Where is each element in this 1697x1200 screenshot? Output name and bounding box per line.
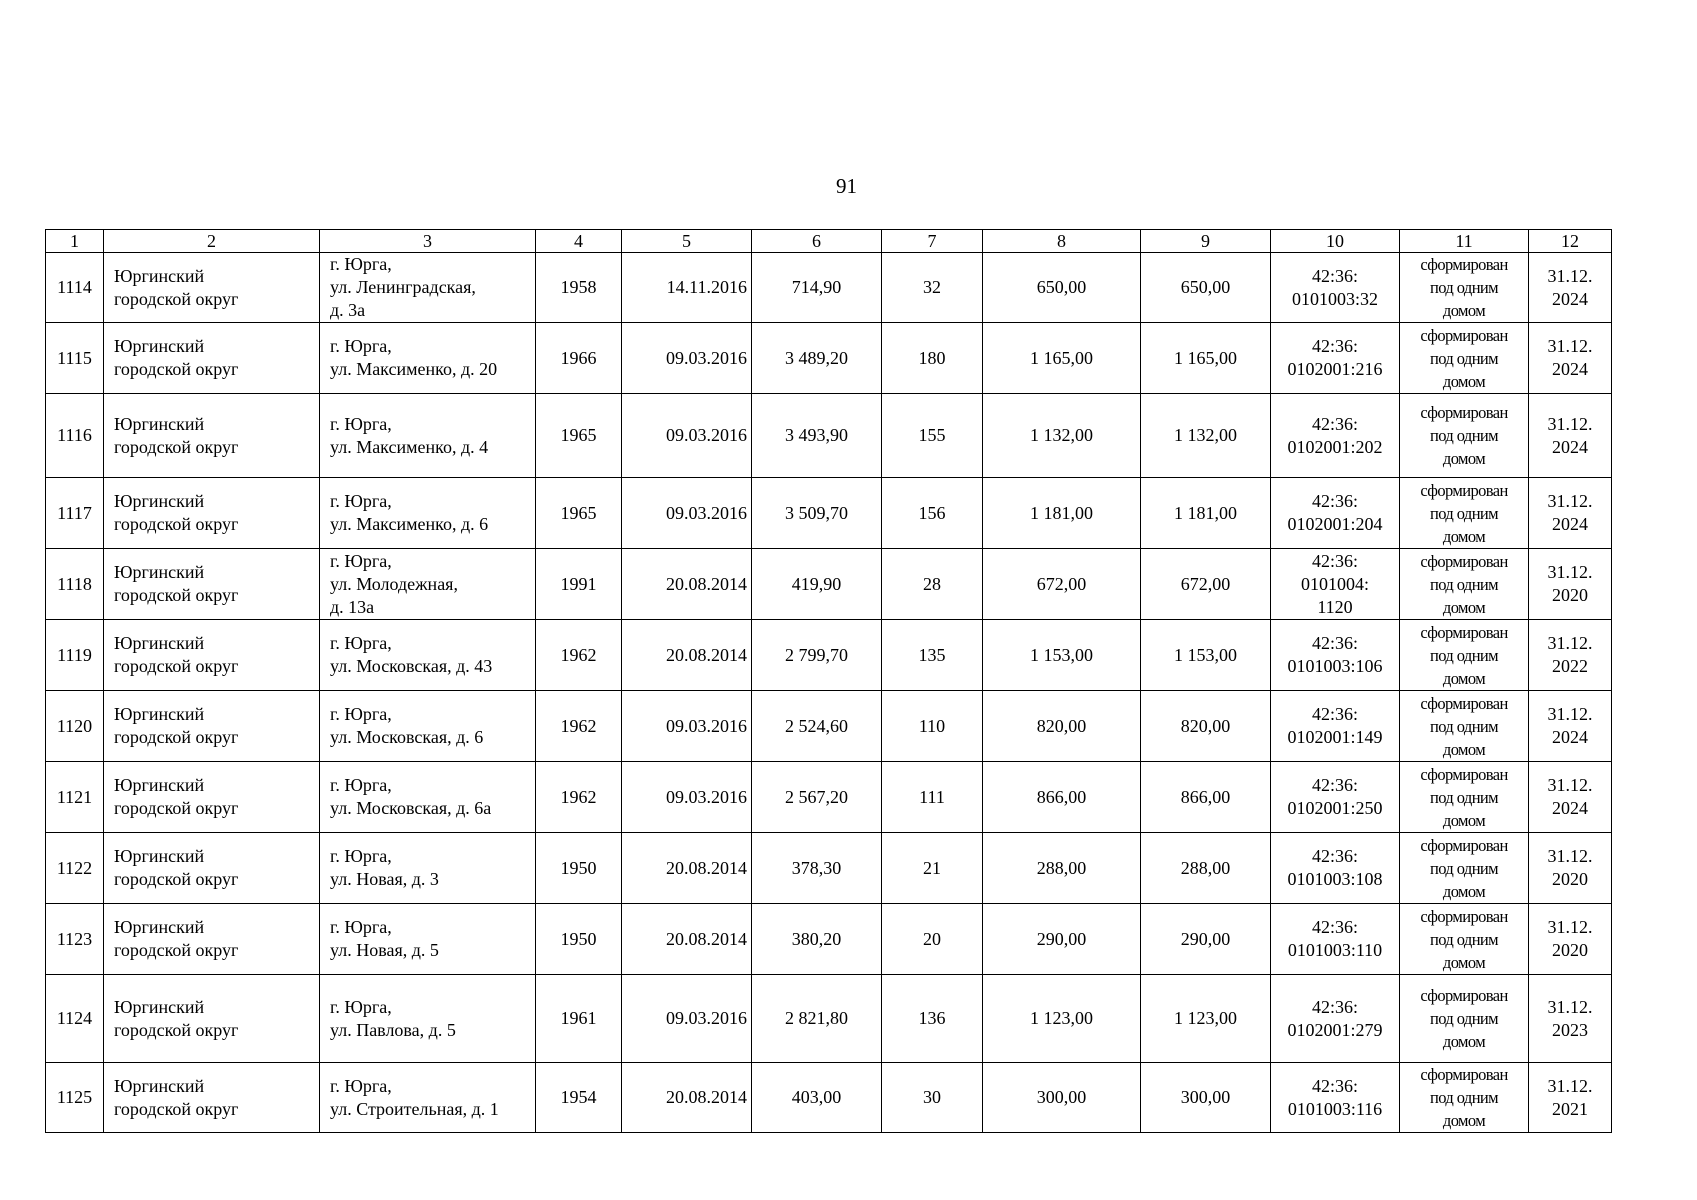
address-cell: г. Юрга, ул. Московская, д. 6 bbox=[320, 691, 536, 762]
deadline-cell: 31.12. 2020 bbox=[1529, 904, 1612, 975]
land-area-2-cell: 820,00 bbox=[1141, 691, 1271, 762]
land-area-cell: 1 132,00 bbox=[983, 394, 1141, 478]
area-cell: 3 493,90 bbox=[752, 394, 882, 478]
column-header-12: 12 bbox=[1529, 230, 1612, 253]
land-area-cell: 1 181,00 bbox=[983, 478, 1141, 549]
land-area-cell: 866,00 bbox=[983, 762, 1141, 833]
municipality-cell: Юргинский городской округ bbox=[104, 549, 320, 620]
row-number-cell: 1118 bbox=[46, 549, 104, 620]
table-row bbox=[46, 549, 1612, 620]
date-cell: 20.08.2014 bbox=[622, 904, 752, 975]
address-cell: г. Юрга, ул. Московская, д. 6а bbox=[320, 762, 536, 833]
municipality-cell: Юргинский городской округ bbox=[104, 253, 320, 323]
municipality-cell: Юргинский городской округ bbox=[104, 394, 320, 478]
table-row bbox=[46, 394, 1612, 478]
page-number: 91 bbox=[836, 174, 857, 198]
cadastral-number-cell: 42:36: 0102001:149 bbox=[1271, 691, 1400, 762]
address-cell: г. Юрга, ул. Ленинградская, д. 3а bbox=[320, 253, 536, 323]
residents-cell: 20 bbox=[882, 904, 983, 975]
build-year-cell: 1962 bbox=[536, 691, 622, 762]
cadastral-number-cell: 42:36: 0101003:116 bbox=[1271, 1063, 1400, 1133]
date-cell: 20.08.2014 bbox=[622, 620, 752, 691]
land-area-2-cell: 288,00 bbox=[1141, 833, 1271, 904]
land-area-cell: 672,00 bbox=[983, 549, 1141, 620]
table-row bbox=[46, 1063, 1612, 1133]
build-year-cell: 1954 bbox=[536, 1063, 622, 1133]
build-year-cell: 1961 bbox=[536, 975, 622, 1063]
land-area-2-cell: 300,00 bbox=[1141, 1063, 1271, 1133]
deadline-cell: 31.12. 2020 bbox=[1529, 549, 1612, 620]
land-area-2-cell: 1 165,00 bbox=[1141, 323, 1271, 394]
column-header-11: 11 bbox=[1400, 230, 1529, 253]
residents-cell: 32 bbox=[882, 253, 983, 323]
table-row bbox=[46, 975, 1612, 1063]
row-number-cell: 1123 bbox=[46, 904, 104, 975]
municipality-cell: Юргинский городской округ bbox=[104, 904, 320, 975]
deadline-cell: 31.12. 2023 bbox=[1529, 975, 1612, 1063]
municipality-cell: Юргинский городской округ bbox=[104, 691, 320, 762]
deadline-cell: 31.12. 2024 bbox=[1529, 323, 1612, 394]
table-row bbox=[46, 323, 1612, 394]
build-year-cell: 1958 bbox=[536, 253, 622, 323]
row-number-cell: 1124 bbox=[46, 975, 104, 1063]
residents-cell: 21 bbox=[882, 833, 983, 904]
land-status-cell: сформирован под одним домом bbox=[1400, 691, 1529, 762]
cadastral-number-cell: 42:36: 0101003:108 bbox=[1271, 833, 1400, 904]
row-number-cell: 1121 bbox=[46, 762, 104, 833]
area-cell: 2 799,70 bbox=[752, 620, 882, 691]
date-cell: 09.03.2016 bbox=[622, 323, 752, 394]
municipality-cell: Юргинский городской округ bbox=[104, 833, 320, 904]
municipality-cell: Юргинский городской округ bbox=[104, 620, 320, 691]
row-number-cell: 1120 bbox=[46, 691, 104, 762]
residents-cell: 111 bbox=[882, 762, 983, 833]
cadastral-number-cell: 42:36: 0102001:204 bbox=[1271, 478, 1400, 549]
address-cell: г. Юрга, ул. Максименко, д. 4 bbox=[320, 394, 536, 478]
land-status-cell: сформирован под одним домом bbox=[1400, 620, 1529, 691]
column-header-7: 7 bbox=[882, 230, 983, 253]
residents-cell: 156 bbox=[882, 478, 983, 549]
row-number-cell: 1125 bbox=[46, 1063, 104, 1133]
land-area-2-cell: 1 123,00 bbox=[1141, 975, 1271, 1063]
land-status-cell: сформирован под одним домом bbox=[1400, 904, 1529, 975]
land-status-cell: сформирован под одним домом bbox=[1400, 833, 1529, 904]
land-status-cell: сформирован под одним домом bbox=[1400, 478, 1529, 549]
address-cell: г. Юрга, ул. Новая, д. 3 bbox=[320, 833, 536, 904]
housing-registry-table bbox=[45, 229, 1612, 1133]
build-year-cell: 1965 bbox=[536, 478, 622, 549]
column-header-1: 1 bbox=[46, 230, 104, 253]
table-row bbox=[46, 620, 1612, 691]
build-year-cell: 1962 bbox=[536, 762, 622, 833]
land-status-cell: сформирован под одним домом bbox=[1400, 762, 1529, 833]
address-cell: г. Юрга, ул. Максименко, д. 6 bbox=[320, 478, 536, 549]
land-area-cell: 1 153,00 bbox=[983, 620, 1141, 691]
cadastral-number-cell: 42:36: 0101004: 1120 bbox=[1271, 549, 1400, 620]
residents-cell: 180 bbox=[882, 323, 983, 394]
deadline-cell: 31.12. 2024 bbox=[1529, 394, 1612, 478]
cadastral-number-cell: 42:36: 0101003:106 bbox=[1271, 620, 1400, 691]
land-area-cell: 288,00 bbox=[983, 833, 1141, 904]
land-area-2-cell: 1 153,00 bbox=[1141, 620, 1271, 691]
column-header-10: 10 bbox=[1271, 230, 1400, 253]
municipality-cell: Юргинский городской округ bbox=[104, 762, 320, 833]
table-row bbox=[46, 762, 1612, 833]
cadastral-number-cell: 42:36: 0101003:32 bbox=[1271, 253, 1400, 323]
area-cell: 2 821,80 bbox=[752, 975, 882, 1063]
municipality-cell: Юргинский городской округ bbox=[104, 1063, 320, 1133]
header-row bbox=[46, 230, 1612, 253]
deadline-cell: 31.12. 2024 bbox=[1529, 253, 1612, 323]
column-header-4: 4 bbox=[536, 230, 622, 253]
cadastral-number-cell: 42:36: 0102001:202 bbox=[1271, 394, 1400, 478]
build-year-cell: 1950 bbox=[536, 904, 622, 975]
area-cell: 380,20 bbox=[752, 904, 882, 975]
area-cell: 3 509,70 bbox=[752, 478, 882, 549]
row-number-cell: 1122 bbox=[46, 833, 104, 904]
land-area-2-cell: 672,00 bbox=[1141, 549, 1271, 620]
cadastral-number-cell: 42:36: 0102001:279 bbox=[1271, 975, 1400, 1063]
address-cell: г. Юрга, ул. Максименко, д. 20 bbox=[320, 323, 536, 394]
row-number-cell: 1114 bbox=[46, 253, 104, 323]
land-status-cell: сформирован под одним домом bbox=[1400, 253, 1529, 323]
area-cell: 714,90 bbox=[752, 253, 882, 323]
residents-cell: 110 bbox=[882, 691, 983, 762]
residents-cell: 28 bbox=[882, 549, 983, 620]
area-cell: 419,90 bbox=[752, 549, 882, 620]
row-number-cell: 1115 bbox=[46, 323, 104, 394]
date-cell: 09.03.2016 bbox=[622, 394, 752, 478]
area-cell: 2 567,20 bbox=[752, 762, 882, 833]
table-row bbox=[46, 478, 1612, 549]
land-status-cell: сформирован под одним домом bbox=[1400, 549, 1529, 620]
column-header-6: 6 bbox=[752, 230, 882, 253]
land-area-cell: 290,00 bbox=[983, 904, 1141, 975]
land-status-cell: сформирован под одним домом bbox=[1400, 394, 1529, 478]
municipality-cell: Юргинский городской округ bbox=[104, 478, 320, 549]
column-header-9: 9 bbox=[1141, 230, 1271, 253]
land-area-2-cell: 290,00 bbox=[1141, 904, 1271, 975]
date-cell: 20.08.2014 bbox=[622, 549, 752, 620]
residents-cell: 136 bbox=[882, 975, 983, 1063]
area-cell: 378,30 bbox=[752, 833, 882, 904]
build-year-cell: 1966 bbox=[536, 323, 622, 394]
date-cell: 09.03.2016 bbox=[622, 762, 752, 833]
area-cell: 3 489,20 bbox=[752, 323, 882, 394]
deadline-cell: 31.12. 2021 bbox=[1529, 1063, 1612, 1133]
municipality-cell: Юргинский городской округ bbox=[104, 975, 320, 1063]
land-area-cell: 650,00 bbox=[983, 253, 1141, 323]
build-year-cell: 1950 bbox=[536, 833, 622, 904]
land-status-cell: сформирован под одним домом bbox=[1400, 975, 1529, 1063]
date-cell: 20.08.2014 bbox=[622, 1063, 752, 1133]
land-area-cell: 300,00 bbox=[983, 1063, 1141, 1133]
cadastral-number-cell: 42:36: 0101003:110 bbox=[1271, 904, 1400, 975]
land-status-cell: сформирован под одним домом bbox=[1400, 1063, 1529, 1133]
land-status-cell: сформирован под одним домом bbox=[1400, 323, 1529, 394]
date-cell: 20.08.2014 bbox=[622, 833, 752, 904]
column-header-8: 8 bbox=[983, 230, 1141, 253]
table-row bbox=[46, 833, 1612, 904]
address-cell: г. Юрга, ул. Молодежная, д. 13а bbox=[320, 549, 536, 620]
land-area-2-cell: 650,00 bbox=[1141, 253, 1271, 323]
row-number-cell: 1119 bbox=[46, 620, 104, 691]
table-row bbox=[46, 904, 1612, 975]
table-row bbox=[46, 253, 1612, 323]
column-header-3: 3 bbox=[320, 230, 536, 253]
date-cell: 09.03.2016 bbox=[622, 975, 752, 1063]
row-number-cell: 1117 bbox=[46, 478, 104, 549]
residents-cell: 135 bbox=[882, 620, 983, 691]
table-row bbox=[46, 691, 1612, 762]
column-header-2: 2 bbox=[104, 230, 320, 253]
column-header-5: 5 bbox=[622, 230, 752, 253]
row-number-cell: 1116 bbox=[46, 394, 104, 478]
area-cell: 403,00 bbox=[752, 1063, 882, 1133]
table-header bbox=[46, 230, 1612, 253]
deadline-cell: 31.12. 2022 bbox=[1529, 620, 1612, 691]
land-area-cell: 1 123,00 bbox=[983, 975, 1141, 1063]
address-cell: г. Юрга, ул. Строительная, д. 1 bbox=[320, 1063, 536, 1133]
deadline-cell: 31.12. 2024 bbox=[1529, 691, 1612, 762]
deadline-cell: 31.12. 2024 bbox=[1529, 478, 1612, 549]
address-cell: г. Юрга, ул. Павлова, д. 5 bbox=[320, 975, 536, 1063]
build-year-cell: 1962 bbox=[536, 620, 622, 691]
build-year-cell: 1991 bbox=[536, 549, 622, 620]
address-cell: г. Юрга, ул. Московская, д. 43 bbox=[320, 620, 536, 691]
date-cell: 14.11.2016 bbox=[622, 253, 752, 323]
deadline-cell: 31.12. 2020 bbox=[1529, 833, 1612, 904]
land-area-2-cell: 866,00 bbox=[1141, 762, 1271, 833]
land-area-cell: 1 165,00 bbox=[983, 323, 1141, 394]
build-year-cell: 1965 bbox=[536, 394, 622, 478]
area-cell: 2 524,60 bbox=[752, 691, 882, 762]
land-area-cell: 820,00 bbox=[983, 691, 1141, 762]
date-cell: 09.03.2016 bbox=[622, 691, 752, 762]
municipality-cell: Юргинский городской округ bbox=[104, 323, 320, 394]
table-body bbox=[46, 253, 1612, 1133]
deadline-cell: 31.12. 2024 bbox=[1529, 762, 1612, 833]
address-cell: г. Юрга, ул. Новая, д. 5 bbox=[320, 904, 536, 975]
cadastral-number-cell: 42:36: 0102001:250 bbox=[1271, 762, 1400, 833]
date-cell: 09.03.2016 bbox=[622, 478, 752, 549]
cadastral-number-cell: 42:36: 0102001:216 bbox=[1271, 323, 1400, 394]
residents-cell: 30 bbox=[882, 1063, 983, 1133]
land-area-2-cell: 1 132,00 bbox=[1141, 394, 1271, 478]
residents-cell: 155 bbox=[882, 394, 983, 478]
land-area-2-cell: 1 181,00 bbox=[1141, 478, 1271, 549]
